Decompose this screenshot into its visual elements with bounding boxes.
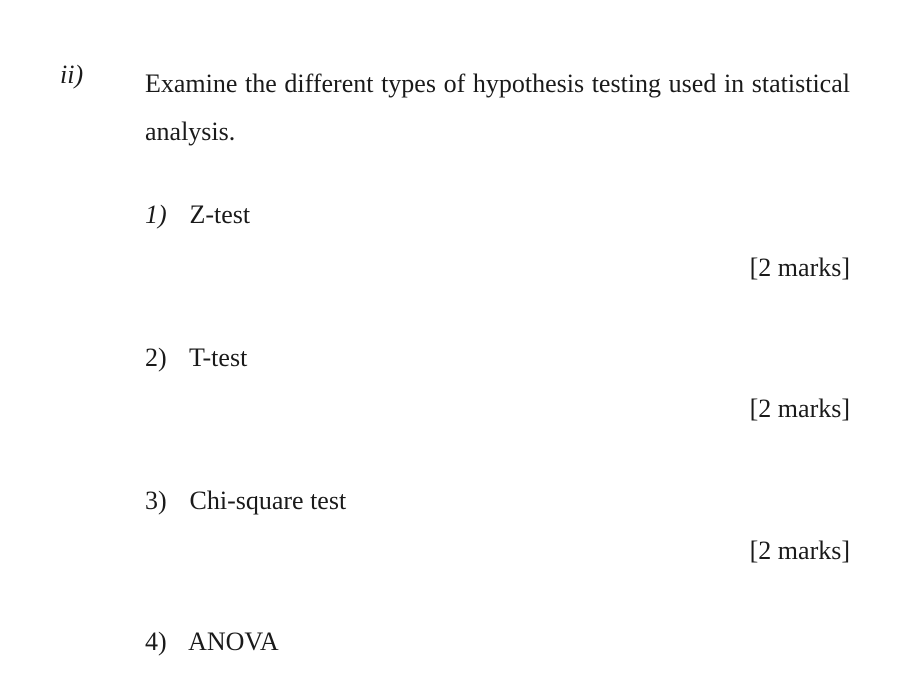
sub-item-number: 2): [145, 343, 167, 372]
sub-item-number: 1): [145, 200, 167, 229]
sub-item-z-test: [145, 200, 250, 230]
marks-label: [2 marks]: [749, 253, 850, 282]
sub-item-anova: [145, 627, 279, 657]
sub-item-label: Chi-square test: [189, 486, 347, 515]
marks-label: [2 marks]: [749, 394, 850, 423]
marks-label: [2 marks]: [749, 536, 850, 565]
sub-item-t-test: [145, 343, 247, 373]
sub-item-number: 3): [145, 486, 167, 515]
question-text: Examine the different types of hypothesis testing used in statistical analysis.: [145, 69, 850, 146]
sub-item-label: ANOVA: [188, 627, 279, 656]
sub-item-number: 4): [145, 627, 167, 656]
sub-item-chi-square-test: [145, 486, 346, 516]
sub-item-label: T-test: [189, 343, 248, 372]
question-number: ii): [60, 60, 84, 89]
sub-item-label: Z-test: [189, 200, 251, 229]
